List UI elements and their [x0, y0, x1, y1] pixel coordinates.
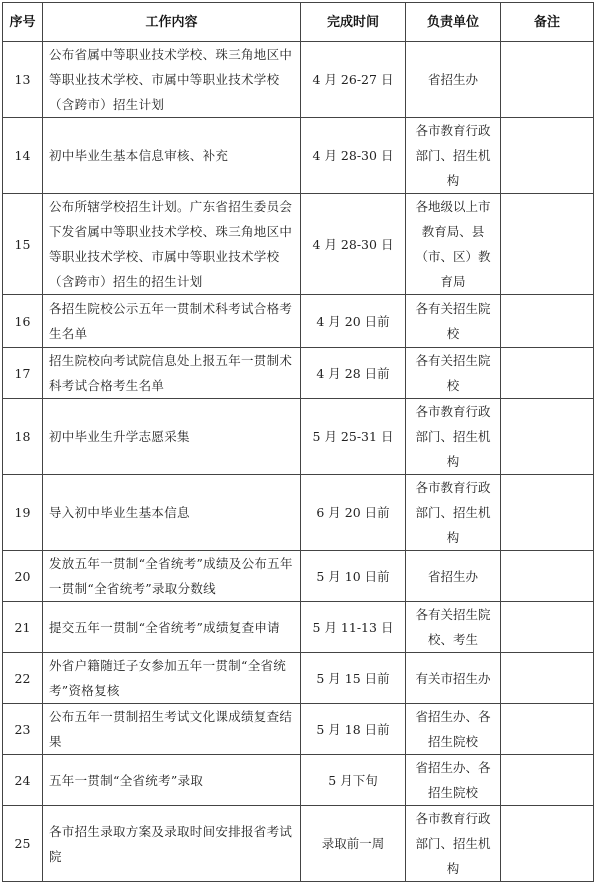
row-seq: 24 [3, 755, 43, 806]
row-seq: 17 [3, 348, 43, 399]
row-seq: 13 [3, 42, 43, 118]
row-note [501, 602, 594, 653]
row-note [501, 653, 594, 704]
table-row [3, 653, 594, 704]
row-dept: 各市教育行政部门、招生机构 [406, 475, 501, 551]
row-seq: 22 [3, 653, 43, 704]
row-note [501, 194, 594, 295]
row-note [501, 118, 594, 194]
row-content: 外省户籍随迁子女参加五年一贯制“全省统考”资格复核 [43, 653, 301, 704]
table-row [3, 806, 594, 882]
header-time: 完成时间 [301, 3, 406, 42]
row-dept: 省招生办、各招生院校 [406, 704, 501, 755]
schedule-table [2, 2, 594, 882]
row-content: 各市招生录取方案及录取时间安排报省考试院 [43, 806, 301, 882]
row-content: 提交五年一贯制“全省统考”成绩复查申请 [43, 602, 301, 653]
row-seq: 14 [3, 118, 43, 194]
row-content: 公布五年一贯制招生考试文化课成绩复查结果 [43, 704, 301, 755]
row-time: 5 月下旬 [301, 755, 406, 806]
row-seq: 23 [3, 704, 43, 755]
row-dept: 各有关招生院校 [406, 295, 501, 348]
row-time: 6 月 20 日前 [301, 475, 406, 551]
table-row [3, 42, 594, 118]
row-seq: 19 [3, 475, 43, 551]
row-time: 4 月 20 日前 [301, 295, 406, 348]
row-note [501, 806, 594, 882]
row-content: 招生院校向考试院信息处上报五年一贯制术科考试合格考生名单 [43, 348, 301, 399]
row-note [501, 399, 594, 475]
row-seq: 18 [3, 399, 43, 475]
header-dept: 负责单位 [406, 3, 501, 42]
row-content: 五年一贯制“全省统考”录取 [43, 755, 301, 806]
header-content: 工作内容 [43, 3, 301, 42]
row-time: 4 月 26-27 日 [301, 42, 406, 118]
row-note [501, 551, 594, 602]
header-seq: 序号 [3, 3, 43, 42]
row-time: 5 月 10 日前 [301, 551, 406, 602]
table-row [3, 704, 594, 755]
row-seq: 16 [3, 295, 43, 348]
row-dept: 各市教育行政部门、招生机构 [406, 118, 501, 194]
row-content: 导入初中毕业生基本信息 [43, 475, 301, 551]
row-dept: 各有关招生院校 [406, 348, 501, 399]
row-time: 5 月 18 日前 [301, 704, 406, 755]
row-note [501, 704, 594, 755]
row-dept: 省招生办 [406, 42, 501, 118]
row-content: 初中毕业生升学志愿采集 [43, 399, 301, 475]
table-row [3, 551, 594, 602]
row-dept: 有关市招生办 [406, 653, 501, 704]
row-seq: 25 [3, 806, 43, 882]
row-dept: 各市教育行政部门、招生机构 [406, 399, 501, 475]
row-time: 5 月 15 日前 [301, 653, 406, 704]
row-seq: 20 [3, 551, 43, 602]
row-seq: 15 [3, 194, 43, 295]
row-time: 5 月 25-31 日 [301, 399, 406, 475]
table-row [3, 348, 594, 399]
row-time: 录取前一周 [301, 806, 406, 882]
row-content: 公布所辖学校招生计划。广东省招生委员会下发省属中等职业技术学校、珠三角地区中等职业技术学校、市属中等职业技术学校（含跨市）招生的招生计划 [43, 194, 301, 295]
table-row [3, 399, 594, 475]
row-dept: 省招生办 [406, 551, 501, 602]
row-dept: 省招生办、各招生院校 [406, 755, 501, 806]
row-note [501, 475, 594, 551]
table-row [3, 755, 594, 806]
row-time: 5 月 11-13 日 [301, 602, 406, 653]
row-content: 发放五年一贯制“全省统考”成绩及公布五年一贯制“全省统考”录取分数线 [43, 551, 301, 602]
row-note [501, 348, 594, 399]
row-dept: 各有关招生院校、考生 [406, 602, 501, 653]
table-row [3, 295, 594, 348]
table-row [3, 602, 594, 653]
header-note: 备注 [501, 3, 594, 42]
row-note [501, 755, 594, 806]
table-row [3, 118, 594, 194]
header-row [3, 3, 594, 42]
table-row [3, 194, 594, 295]
row-content: 初中毕业生基本信息审核、补充 [43, 118, 301, 194]
row-content: 各招生院校公示五年一贯制术科考试合格考生名单 [43, 295, 301, 348]
row-dept: 各地级以上市教育局、县（市、区）教育局 [406, 194, 501, 295]
row-dept: 各市教育行政部门、招生机构 [406, 806, 501, 882]
row-note [501, 42, 594, 118]
row-seq: 21 [3, 602, 43, 653]
table-row [3, 475, 594, 551]
row-time: 4 月 28 日前 [301, 348, 406, 399]
row-time: 4 月 28-30 日 [301, 194, 406, 295]
row-content: 公布省属中等职业技术学校、珠三角地区中等职业技术学校、市属中等职业技术学校（含跨市）招生计划 [43, 42, 301, 118]
row-time: 4 月 28-30 日 [301, 118, 406, 194]
row-note [501, 295, 594, 348]
